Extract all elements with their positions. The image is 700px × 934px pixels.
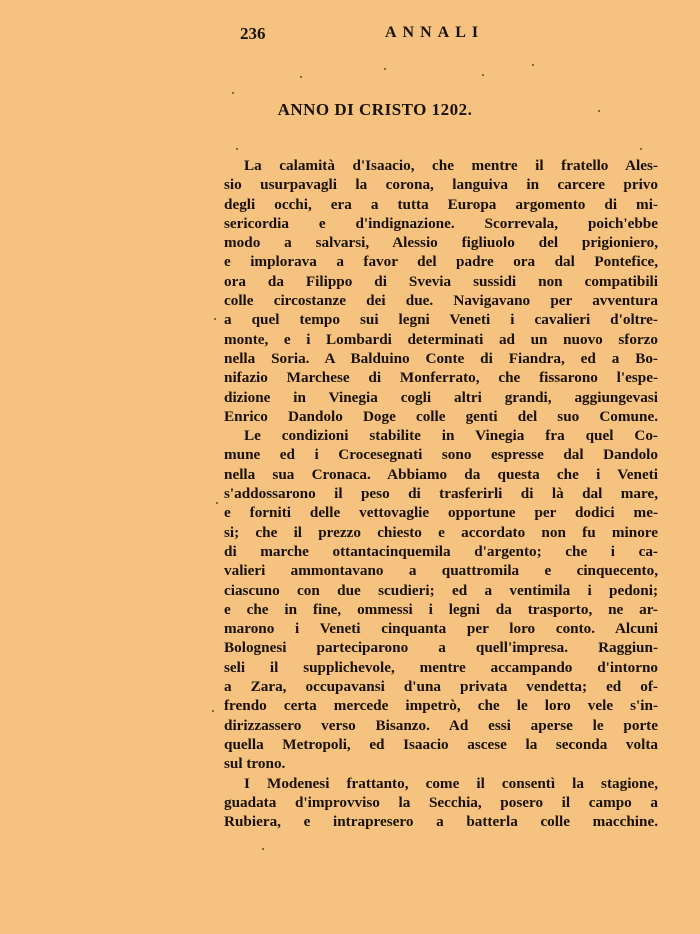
text-line: e implorava a favor del padre ora dal Pontefice, — [224, 253, 658, 271]
running-title: ANNALI — [385, 24, 485, 41]
text-line: degli occhi, era a tutta Europa argomento di mi- — [224, 195, 658, 213]
text-line: s'addossarono il peso di trasferirli di là dal mare, — [224, 485, 658, 503]
text-line: sericordia e d'indignazione. Scorrevala, poich'ebbe — [224, 214, 658, 232]
text-line: I Modenesi frattanto, come il consentì la stagione, — [244, 774, 658, 792]
scan-speck — [262, 848, 264, 850]
scan-speck — [232, 92, 234, 94]
scan-speck — [214, 318, 216, 320]
page-number: 236 — [240, 24, 266, 43]
text-line: a Zara, occupavansi d'una privata vendetta; ed of- — [224, 678, 658, 696]
body-text — [224, 156, 658, 831]
text-line: ciascuno con due scudieri; ed a ventimila i pedoni; — [224, 581, 658, 599]
running-head — [240, 24, 500, 48]
scan-speck — [532, 64, 534, 66]
text-line: nifazio Marchese di Monferrato, che fissarono l'espe- — [224, 369, 658, 387]
text-line: dizione in Vinegia cogli altri grandi, aggiungevasi — [224, 388, 658, 406]
text-line: sul trono. — [224, 755, 286, 773]
text-line: si; che il prezzo chiesto e accordato non fu minore — [224, 523, 658, 541]
scan-speck — [236, 148, 238, 150]
text-line: sio usurpavagli la corona, languiva in carcere privo — [224, 176, 658, 194]
text-line: quella Metropoli, ed Isaacio ascese la seconda volta — [224, 735, 658, 753]
text-line: dirizzassero verso Bisanzo. Ad essi aperse le porte — [224, 716, 658, 734]
text-line: valieri ammontavano a quattromila e cinquecento, — [224, 562, 658, 580]
text-line: mune ed i Crocesegnati sono espresse dal Dandolo — [224, 446, 658, 464]
scan-speck — [482, 74, 484, 76]
text-line: monte, e i Lombardi determinati ad un nuovo sforzo — [224, 330, 658, 348]
scan-speck — [212, 710, 214, 712]
text-line: colle circostanze dei due. Navigavano per avventura — [224, 292, 658, 310]
text-line: La calamità d'Isaacio, che mentre il fratello Ales- — [244, 157, 658, 174]
text-line: nella Soria. A Balduino Conte di Fiandra, ed a Bo- — [224, 349, 658, 367]
text-line: Bolognesi parteciparono a quell'impresa. Raggiun- — [224, 639, 658, 657]
text-line: modo a salvarsi, Alessio figliuolo del prigioniero, — [224, 234, 658, 252]
text-line: Enrico Dandolo Doge colle genti del suo Comune. — [224, 407, 658, 425]
scan-speck — [216, 502, 218, 504]
text-line: marono i Veneti cinquanta per loro conto. Alcuni — [224, 620, 658, 638]
text-line: di marche ottantacinquemila d'argento; che i ca- — [224, 542, 658, 560]
text-line: Rubiera, e intrapresero a batterla colle macchine. — [224, 813, 658, 831]
year-heading: ANNO DI CRISTO 1202. — [277, 100, 473, 119]
text-line: nella sua Cronaca. Abbiamo da questa che i Veneti — [224, 465, 658, 483]
scan-speck — [300, 76, 302, 78]
text-line: a quel tempo sui legni Veneti i cavalieri d'oltre- — [224, 311, 658, 329]
scan-speck — [640, 148, 642, 150]
text-line: seli il supplichevole, mentre accampando d'intorno — [224, 658, 658, 676]
scan-speck — [384, 68, 386, 70]
text-line: guadata d'improvviso la Secchia, posero il campo a — [224, 793, 658, 811]
text-line: Le condizioni stabilite in Vinegia fra quel Co- — [244, 427, 658, 445]
scan-speck — [598, 110, 600, 112]
text-line: e che in fine, ommessi i legni da trasporto, ne ar- — [224, 600, 658, 618]
text-line: ora da Filippo di Svevia sussidi non compatibili — [224, 272, 658, 290]
text-line: frendo certa mercede impetrò, che le loro vele s'in- — [224, 697, 658, 715]
text-line: e forniti delle vettovaglie opportune per dodici me- — [224, 504, 658, 522]
